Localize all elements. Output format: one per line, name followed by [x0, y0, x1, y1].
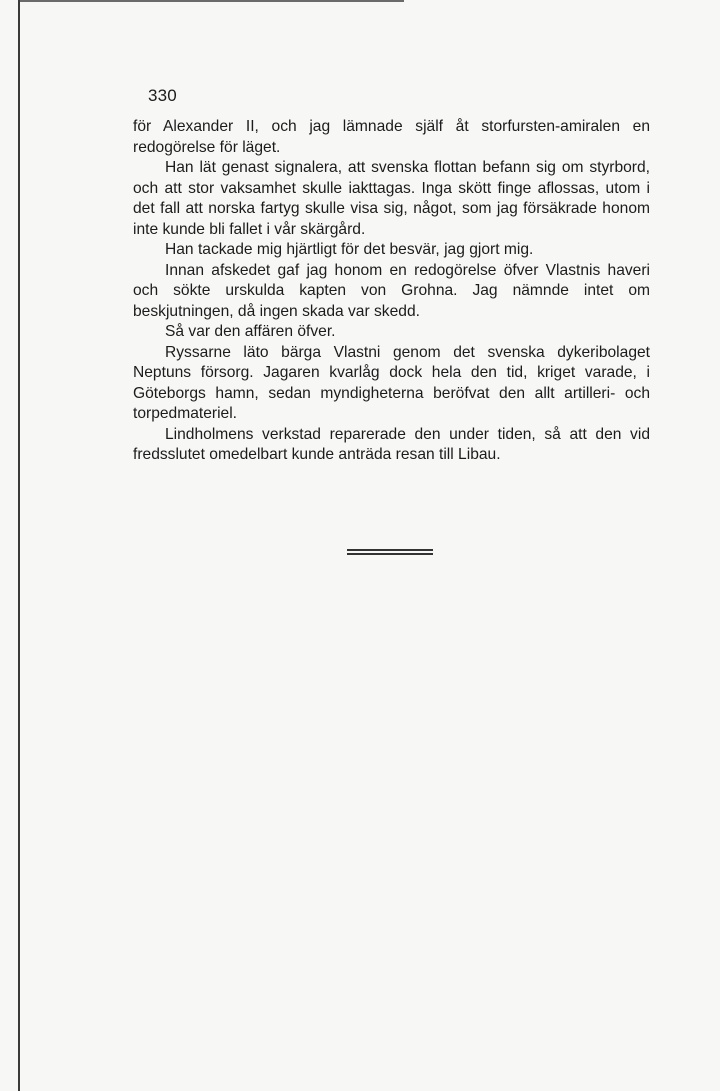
paragraph-6: Ryssarne läto bärga Vlastni genom det svenska dykeribolaget Neptuns försorg. Jagaren kvarlåg dock hela den tid, kriget varade, i Göteborgs hamn, sedan myndigheterna beröfvat den allt artilleri- och torpedmateriel. [133, 343, 650, 422]
paragraph-5: Så var den affären öfver. [165, 323, 336, 340]
paragraph-4: Innan afskedet gaf jag honom en redogörelse öfver Vlastnis haveri och sökte urskulda kapten von Grohna. Jag nämnde intet om beskjutningen, då ingen skada var skedd. [133, 261, 650, 320]
body-text [133, 117, 650, 466]
section-end-double-rule [347, 549, 433, 557]
paragraph-2: Han lät genast signalera, att svenska flottan befann sig om styrbord, och att stor vaksamhet skulle iakttagas. Inga skött finge aflossas, utom i det fall att norska fartyg skulle visa sig, något, som jag försäkrade honom inte kunde bli fallet i vår skärgård. [133, 159, 650, 238]
paragraph-1: för Alexander II, och jag lämnade själf åt storfursten-amiralen en redogörelse för läget. [133, 118, 650, 156]
paragraph-3: Han tackade mig hjärtligt för det besvär, jag gjort mig. [165, 241, 534, 258]
paragraph-7: Lindholmens verkstad reparerade den under tiden, så att den vid fredsslutet omedelbart kunde anträda resan till Libau. [133, 425, 650, 463]
page-number: 330 [148, 86, 177, 105]
end-rule-line-bottom [347, 553, 433, 555]
left-page-edge [18, 0, 20, 1091]
top-border-line [18, 0, 404, 2]
end-rule-line-top [347, 549, 433, 551]
